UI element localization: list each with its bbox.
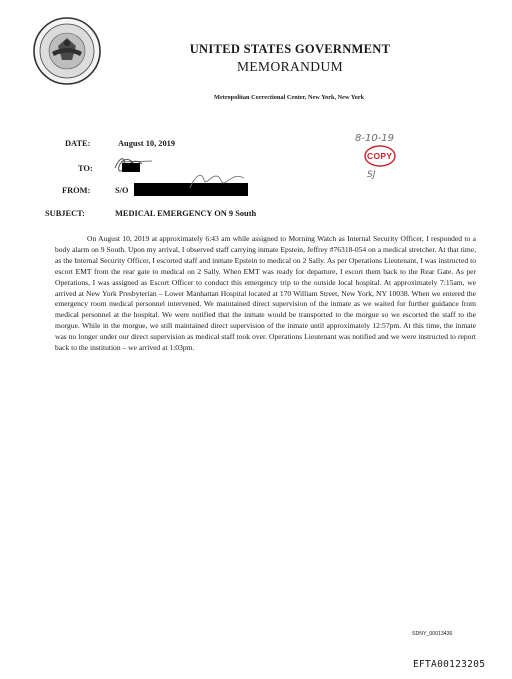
from-label: FROM:: [62, 186, 91, 195]
sdny-document-number: SDNY_00013436: [412, 631, 453, 637]
copy-stamp: [364, 145, 396, 167]
from-value: S/O: [115, 186, 129, 195]
to-redaction: [122, 163, 140, 172]
memo-type-title: MEMORANDUM: [236, 59, 343, 74]
to-label: TO:: [78, 164, 93, 173]
subject-value: MEDICAL EMERGENCY ON 9 South: [115, 209, 257, 218]
department-seal: [32, 16, 102, 86]
copy-stamp-text: COPY: [367, 151, 393, 161]
date-value: August 10, 2019: [118, 139, 176, 148]
bates-number: EFTA00123205: [413, 659, 486, 670]
memo-agency-title: UNITED STATES GOVERNMENT: [189, 42, 391, 56]
date-label: DATE:: [65, 139, 91, 148]
institution-line: Metropolitan Correctional Center, New York, New York: [214, 94, 365, 101]
handwritten-date: 8-10-19: [355, 133, 395, 144]
handwritten-initials: SJ: [367, 170, 376, 180]
subject-label: SUBJECT:: [45, 209, 85, 218]
from-signature-scribble: [188, 170, 248, 195]
memo-body-paragraph: On August 10, 2019 at approximately 6:43 am while assigned to Morning Watch as Internal Security Officer, I responded to a body alarm on 9 South. Upon my arrival, I observed staff carrying inmate Epstein, Jeffrey #76318-054 on a medical stretcher. At that time, as the Internal Security Officer, I escorted staff and inmate Epstein to medical on 2 Sally. As per Operations Lieutenant, I was instructed to escort EMT from the rear gate to medical on 2 Sally. When EMT was ready for departure, I escort them back to the Rear Gate. As per Operations, I was assigned as Escort Officer to conduct this emergency trip to the outside local hospital. At approximately 7:15am, we arrived at New York Presbyterian – Lower Manhattan Hospital located at 170 William Street, New York, NY 10038. When we entered the emergency room medical personnel intervened. We maintained direct supervision of the inmate as we waited for further guidance from medical personnel at the hospital. We were notified that the inmate would be transported to the morgue so we escorted the staff to the morgue. While in the morgue, we still maintained direct supervision of the inmate until approximately 12:57pm. At this time, the inmate was no longer under our direct supervision as medical staff took over. Operations Lieutenant was notified and we were instructed to report back to the institution – we arrived at 1:03pm.: [55, 234, 476, 353]
